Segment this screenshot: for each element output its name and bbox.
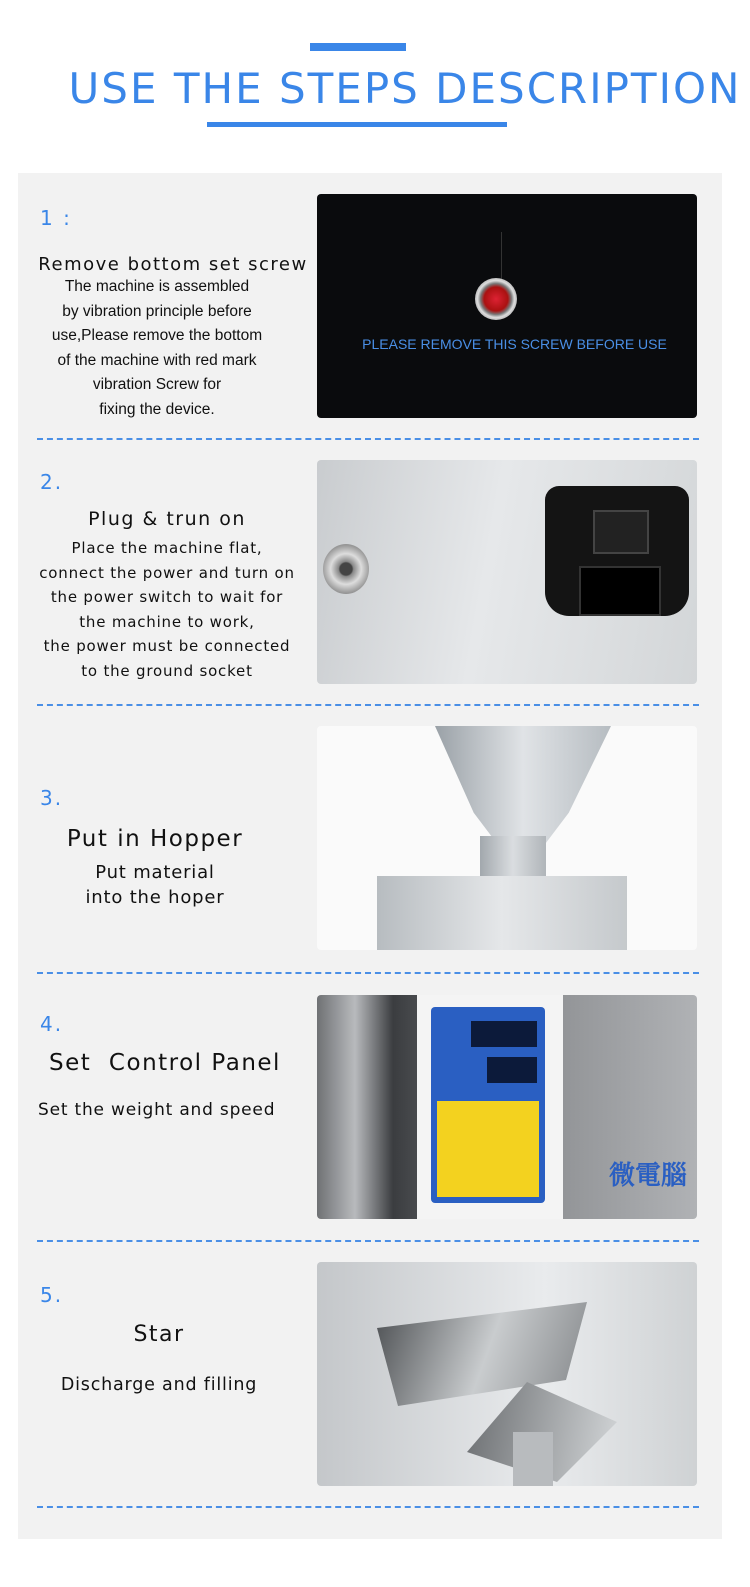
quantity-display <box>487 1057 537 1083</box>
photo-caption: PLEASE REMOVE THIS SCREW BEFORE USE <box>362 336 667 352</box>
step-number: 1 : <box>40 206 72 230</box>
power-inlet-icon <box>579 566 661 616</box>
description-line: of the machine with red mark <box>57 351 257 369</box>
description-line: Put material <box>95 862 215 883</box>
step-divider <box>37 438 699 440</box>
hopper-neck <box>480 836 546 878</box>
step-description <box>24 1373 294 1398</box>
header-top-bar <box>310 43 406 51</box>
step-2-photo-power <box>317 460 697 684</box>
power-switch-icon <box>593 510 649 554</box>
description-line: The machine is assembled <box>64 278 250 295</box>
description-line: Place the machine flat, <box>71 539 263 557</box>
header-bottom-bar <box>207 122 507 127</box>
description-line: connect the power and turn on <box>39 563 295 582</box>
step-5-photo-discharge <box>317 1262 697 1486</box>
description-line: Set the weight and speed <box>38 1100 276 1120</box>
weight-display <box>471 1021 537 1047</box>
description-line: Discharge and filling <box>60 1375 258 1395</box>
step-number: 2. <box>40 470 64 494</box>
step-divider <box>37 704 699 706</box>
description-line: the power switch to wait for <box>50 588 284 607</box>
step-4-photo-control-panel <box>317 995 697 1219</box>
red-screw-icon <box>475 278 517 320</box>
step-3-photo-hopper <box>317 726 697 950</box>
description-line: into the hoper <box>85 887 225 908</box>
description-line: vibration Screw for <box>92 376 222 394</box>
description-line: use,Please remove the bottom <box>51 327 263 345</box>
hopper-icon <box>435 726 611 850</box>
description-line: the machine to work, <box>79 612 255 631</box>
step-title: Put in Hopper <box>66 826 244 852</box>
step-description <box>32 536 302 684</box>
support-post <box>513 1432 553 1486</box>
description-line: the power must be connected <box>43 637 291 656</box>
step-number: 4. <box>40 1012 64 1036</box>
step-divider <box>37 1240 699 1242</box>
brand-mark: 微電腦 <box>609 1161 688 1191</box>
keypad-icon <box>437 1101 539 1197</box>
description-line: fixing the device. <box>99 400 215 418</box>
machine-body <box>377 876 627 950</box>
step-1-photo-screw <box>317 194 697 418</box>
step-number: 3. <box>40 786 64 810</box>
page-title: USE THE STEPS DESCRIPTION <box>68 64 742 113</box>
description-line: by vibration principle before <box>62 302 252 320</box>
description-line: to the ground socket <box>81 661 253 680</box>
connector-icon <box>323 544 369 594</box>
step-number: 5. <box>40 1283 64 1307</box>
step-description <box>20 860 290 910</box>
step-divider <box>37 972 699 974</box>
step-title: Remove bottom set screw <box>38 254 308 275</box>
step-title: Set Control Panel <box>49 1050 281 1076</box>
step-title: Star <box>133 1322 185 1347</box>
step-description <box>22 275 292 423</box>
step-title: Plug & trun on <box>88 508 246 530</box>
step-divider <box>37 1506 699 1508</box>
step-description <box>38 1098 310 1123</box>
